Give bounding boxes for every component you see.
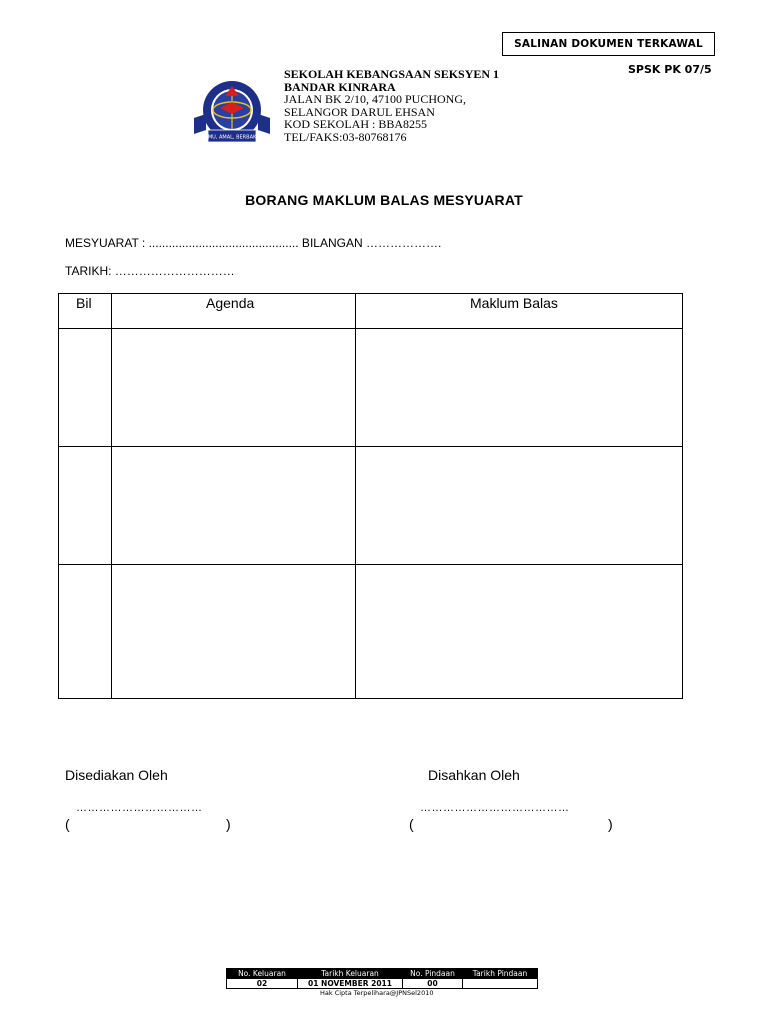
- column-header-agenda: Agenda: [112, 294, 356, 329]
- school-logo-icon: [192, 80, 272, 148]
- column-header-bil: Bil: [59, 294, 112, 329]
- table-cell-bil[interactable]: [59, 447, 112, 565]
- meeting-field[interactable]: MESYUARAT : ............................................. BILANGAN ……………….: [65, 236, 442, 250]
- logo-motto: ILMU, AMAL, BERBAKTI: [203, 134, 261, 141]
- table-row: [59, 565, 683, 699]
- table-row: [59, 329, 683, 447]
- document-info-header-row: [227, 969, 538, 979]
- school-code: KOD SEKOLAH : BBA8255: [284, 117, 428, 131]
- school-address-line2: SELANGOR DARUL EHSAN: [284, 104, 435, 119]
- value-no-keluaran: 02: [227, 979, 298, 989]
- document-control-label: SALINAN DOKUMEN TERKAWAL: [502, 32, 715, 56]
- school-phone: TEL/FAKS:03-80768176: [284, 129, 407, 144]
- document-info-table: [226, 968, 538, 989]
- header-no-pindaan: No. Pindaan: [403, 969, 463, 979]
- table-header-row: [59, 294, 683, 329]
- school-name-line2: BANDAR KINRARA: [284, 79, 396, 94]
- table-cell-agenda[interactable]: [112, 329, 356, 447]
- prepared-name-close-paren: ): [226, 816, 231, 832]
- prepared-name-open-paren: (: [65, 816, 70, 832]
- document-info-value-row: [227, 979, 538, 989]
- table-row: [59, 447, 683, 565]
- header-no-keluaran: No. Keluaran: [227, 969, 298, 979]
- table-cell-maklum-balas[interactable]: [356, 565, 683, 699]
- column-header-maklum-balas: Maklum Balas: [356, 294, 683, 329]
- header-tarikh-keluaran: Tarikh Keluaran: [298, 969, 403, 979]
- prepared-signature-line[interactable]: ……………………………: [76, 802, 203, 814]
- copyright-notice: Hak Cipta Terpelihara@JPNSel2010: [320, 989, 434, 997]
- header-tarikh-pindaan: Tarikh Pindaan: [463, 969, 538, 979]
- value-no-pindaan: 00: [403, 979, 463, 989]
- table-cell-maklum-balas[interactable]: [356, 447, 683, 565]
- date-field[interactable]: TARIKH: …………………………: [65, 264, 235, 278]
- approved-signature-line[interactable]: …………………………………: [420, 802, 570, 814]
- document-code: SPSK PK 07/5: [628, 63, 712, 76]
- prepared-by-label: Disediakan Oleh: [65, 767, 168, 783]
- table-cell-agenda[interactable]: [112, 447, 356, 565]
- school-info: [284, 68, 499, 143]
- table-cell-agenda[interactable]: [112, 565, 356, 699]
- approved-name-open-paren: (: [409, 816, 414, 832]
- value-tarikh-keluaran: 01 NOVEMBER 2011: [298, 979, 403, 989]
- form-title: BORANG MAKLUM BALAS MESYUARAT: [245, 192, 523, 208]
- table-cell-maklum-balas[interactable]: [356, 329, 683, 447]
- approved-by-label: Disahkan Oleh: [428, 767, 520, 783]
- school-address-line1: JALAN BK 2/10, 47100 PUCHONG,: [284, 92, 467, 106]
- value-tarikh-pindaan: [463, 979, 538, 989]
- feedback-table: [58, 293, 683, 699]
- table-cell-bil[interactable]: [59, 565, 112, 699]
- table-cell-bil[interactable]: [59, 329, 112, 447]
- approved-name-close-paren: ): [608, 816, 613, 832]
- school-name-line1: SEKOLAH KEBANGSAAN SEKSYEN 1: [284, 67, 500, 81]
